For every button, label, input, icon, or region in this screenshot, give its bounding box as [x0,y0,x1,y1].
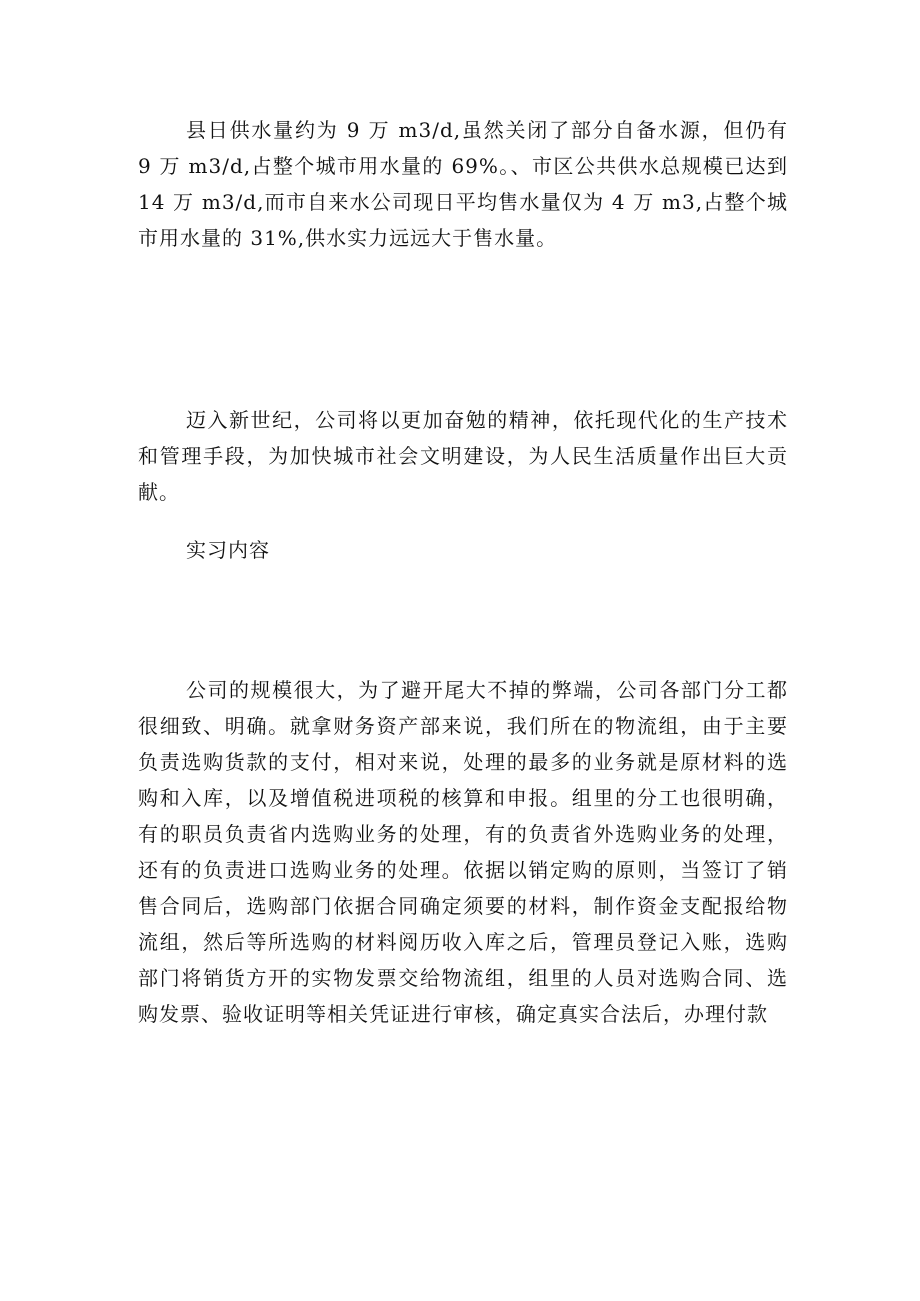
section-heading: 实习内容 [186,538,270,562]
paragraph-internship-content: 公司的规模很大，为了避开尾大不掉的弊端，公司各部门分工都很细致、明确。就拿财务资产部来说，我们所在的物流组，由于主要负责选购货款的支付，相对来说，处理的最多的业务就是原材料的选购和入库，以及增值税进项税的核算和申报。组里的分工也很明确，有的职员负责省内选购业务的处理，有的负责省外选购业务的处理，还有的负责进口选购业务的处理。依据以销定购的原则，当签订了销售合同后，选购部门依据合同确定须要的材料，制作资金支配报给物流组，然后等所选购的材料阅历收入库之后，管理员登记入账，选购部门将销货方开的实物发票交给物流组，组里的人员对选购合同、选购发票、验收证明等相关凭证进行审核，确定真实合法后，办理付款 [138,678,788,1026]
paragraph-new-century: 迈入新世纪，公司将以更加奋勉的精神，依托现代化的生产技术和管理手段，为加快城市社会文明建设，为人民生活质量作出巨大贡献。 [138,408,788,504]
paragraph-water-supply: 县日供水量约为 9 万 m3/d,虽然关闭了部分自备水源，但仍有 9 万 m3/d,占整个城市用水量的 69%。、市区公共供水总规模已达到 14 万 m3/d,而市自来水公司现日平均售水量仅为 4 万 m3,占整个城市用水量的 31%,供水实力远远大于售水量。 [138,118,788,250]
